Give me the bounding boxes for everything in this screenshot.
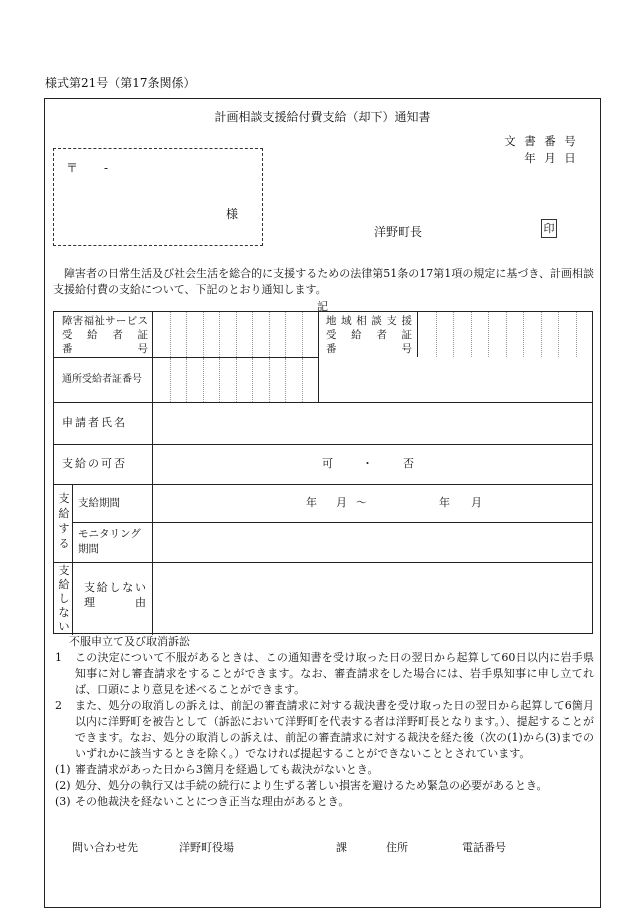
welfare-cert-label: 障害福祉サービス 受 給 者 証 番 号 <box>62 315 148 355</box>
issuer-name: 洋野町長 <box>374 225 423 239</box>
community-cert-number-cells[interactable] <box>418 312 593 357</box>
appeal-item: 2 また、処分の取消しの訴えは、前記の審査請求に対する裁決書を受け取った日の翌日から起算して6箇月以内に洋野町を被告として（訴訟において洋野町を代表する者は洋野町長となります。）、提起することができます。なお、処分の取消しの訴えは、前記の審査請求に対する裁決を経た後（次の(1)から(3)までのいずれかに該当するときを除く。）でなければ提起することができないこととされています。 <box>55 699 594 760</box>
appeal-subitem: (1) 審査請求があった日から3箇月を経過しても裁決がないとき。 <box>55 763 379 776</box>
form-number-label: 様式第21号（第17条関係） <box>45 76 196 90</box>
appeal-heading: 不服申立て及び取消訴訟 <box>69 635 190 648</box>
monitoring-label: モニタリング 期間 <box>78 528 141 555</box>
address-box <box>53 148 263 246</box>
appeal-subitem: (3) その他裁決を経ないことにつき正当な理由があるとき。 <box>55 795 350 808</box>
notice-form <box>44 98 601 908</box>
contact-phone: 電話番号 <box>462 841 506 854</box>
applicant-label: 申請者氏名 <box>62 416 127 429</box>
welfare-cert-number-cells[interactable] <box>153 312 318 357</box>
contact-section: 課 <box>336 841 347 854</box>
grant-side-label: 支 給 す る <box>58 492 70 550</box>
period-label: 支給期間 <box>78 497 120 509</box>
reason-label: 支給しない 理 由 <box>84 581 146 609</box>
appeal-notes <box>53 634 594 810</box>
reason-field[interactable] <box>153 563 592 635</box>
appeal-item: 1 この決定について不服があるときは、この通知書を受け取った日の翌日から起算して60日以内に岩手県知事に対し審査請求をすることができます。なお、審査請求をした場合には、岩手県知事に申し立てれば、口頭により意見を述べることができます。 <box>55 651 594 696</box>
document-date: 年 月 日 <box>524 151 576 165</box>
contact-address: 住所 <box>386 841 408 854</box>
approval-label: 支給の可否 <box>62 457 127 470</box>
benefit-table <box>53 311 593 634</box>
period-to-year: 年 <box>439 496 450 509</box>
daycare-cert-label: 通所受給者証番号 <box>62 374 142 385</box>
period-from-year: 年 <box>306 496 317 509</box>
contact-label: 問い合わせ先 <box>72 841 138 854</box>
document-title: 計画相談支援給付費支給（却下）通知書 <box>214 110 431 124</box>
period-from-month: 月 <box>336 496 347 509</box>
daycare-cert-number-cells[interactable] <box>153 358 318 402</box>
community-cert-label: 地域相談支援 受 給 者 証 番 号 <box>326 315 412 355</box>
postal-mark-icon: 〒 <box>66 161 79 175</box>
approval-dot: ・ <box>362 457 373 470</box>
period-to-month: 月 <box>471 496 482 509</box>
intro-paragraph: 障害者の日常生活及び社会生活を総合的に支援するための法律第51条の17第1項の規定に基づき、計画相談支援給付費の支給について、下記のとおり通知します。 <box>53 267 594 296</box>
addressee-suffix: 様 <box>225 207 238 221</box>
document-number: 文 書 番 号 <box>504 134 576 148</box>
approval-no[interactable]: 否 <box>403 457 414 470</box>
contact-office: 洋野町役場 <box>179 841 234 854</box>
deny-side-label: 支 給 し な い <box>58 564 70 633</box>
ki-heading: 記 <box>317 300 328 313</box>
postal-code: 〒 - <box>66 161 109 175</box>
seal-mark: 印 <box>541 219 557 238</box>
monitoring-period-field[interactable] <box>153 523 592 562</box>
period-tilde: ～ <box>356 496 367 509</box>
approval-yes[interactable]: 可 <box>322 457 333 470</box>
appeal-subitem: (2) 処分、処分の執行又は手続の続行により生ずる著しい損害を避けるため緊急の必要があるとき。 <box>55 779 548 792</box>
applicant-name-field[interactable] <box>153 403 592 444</box>
